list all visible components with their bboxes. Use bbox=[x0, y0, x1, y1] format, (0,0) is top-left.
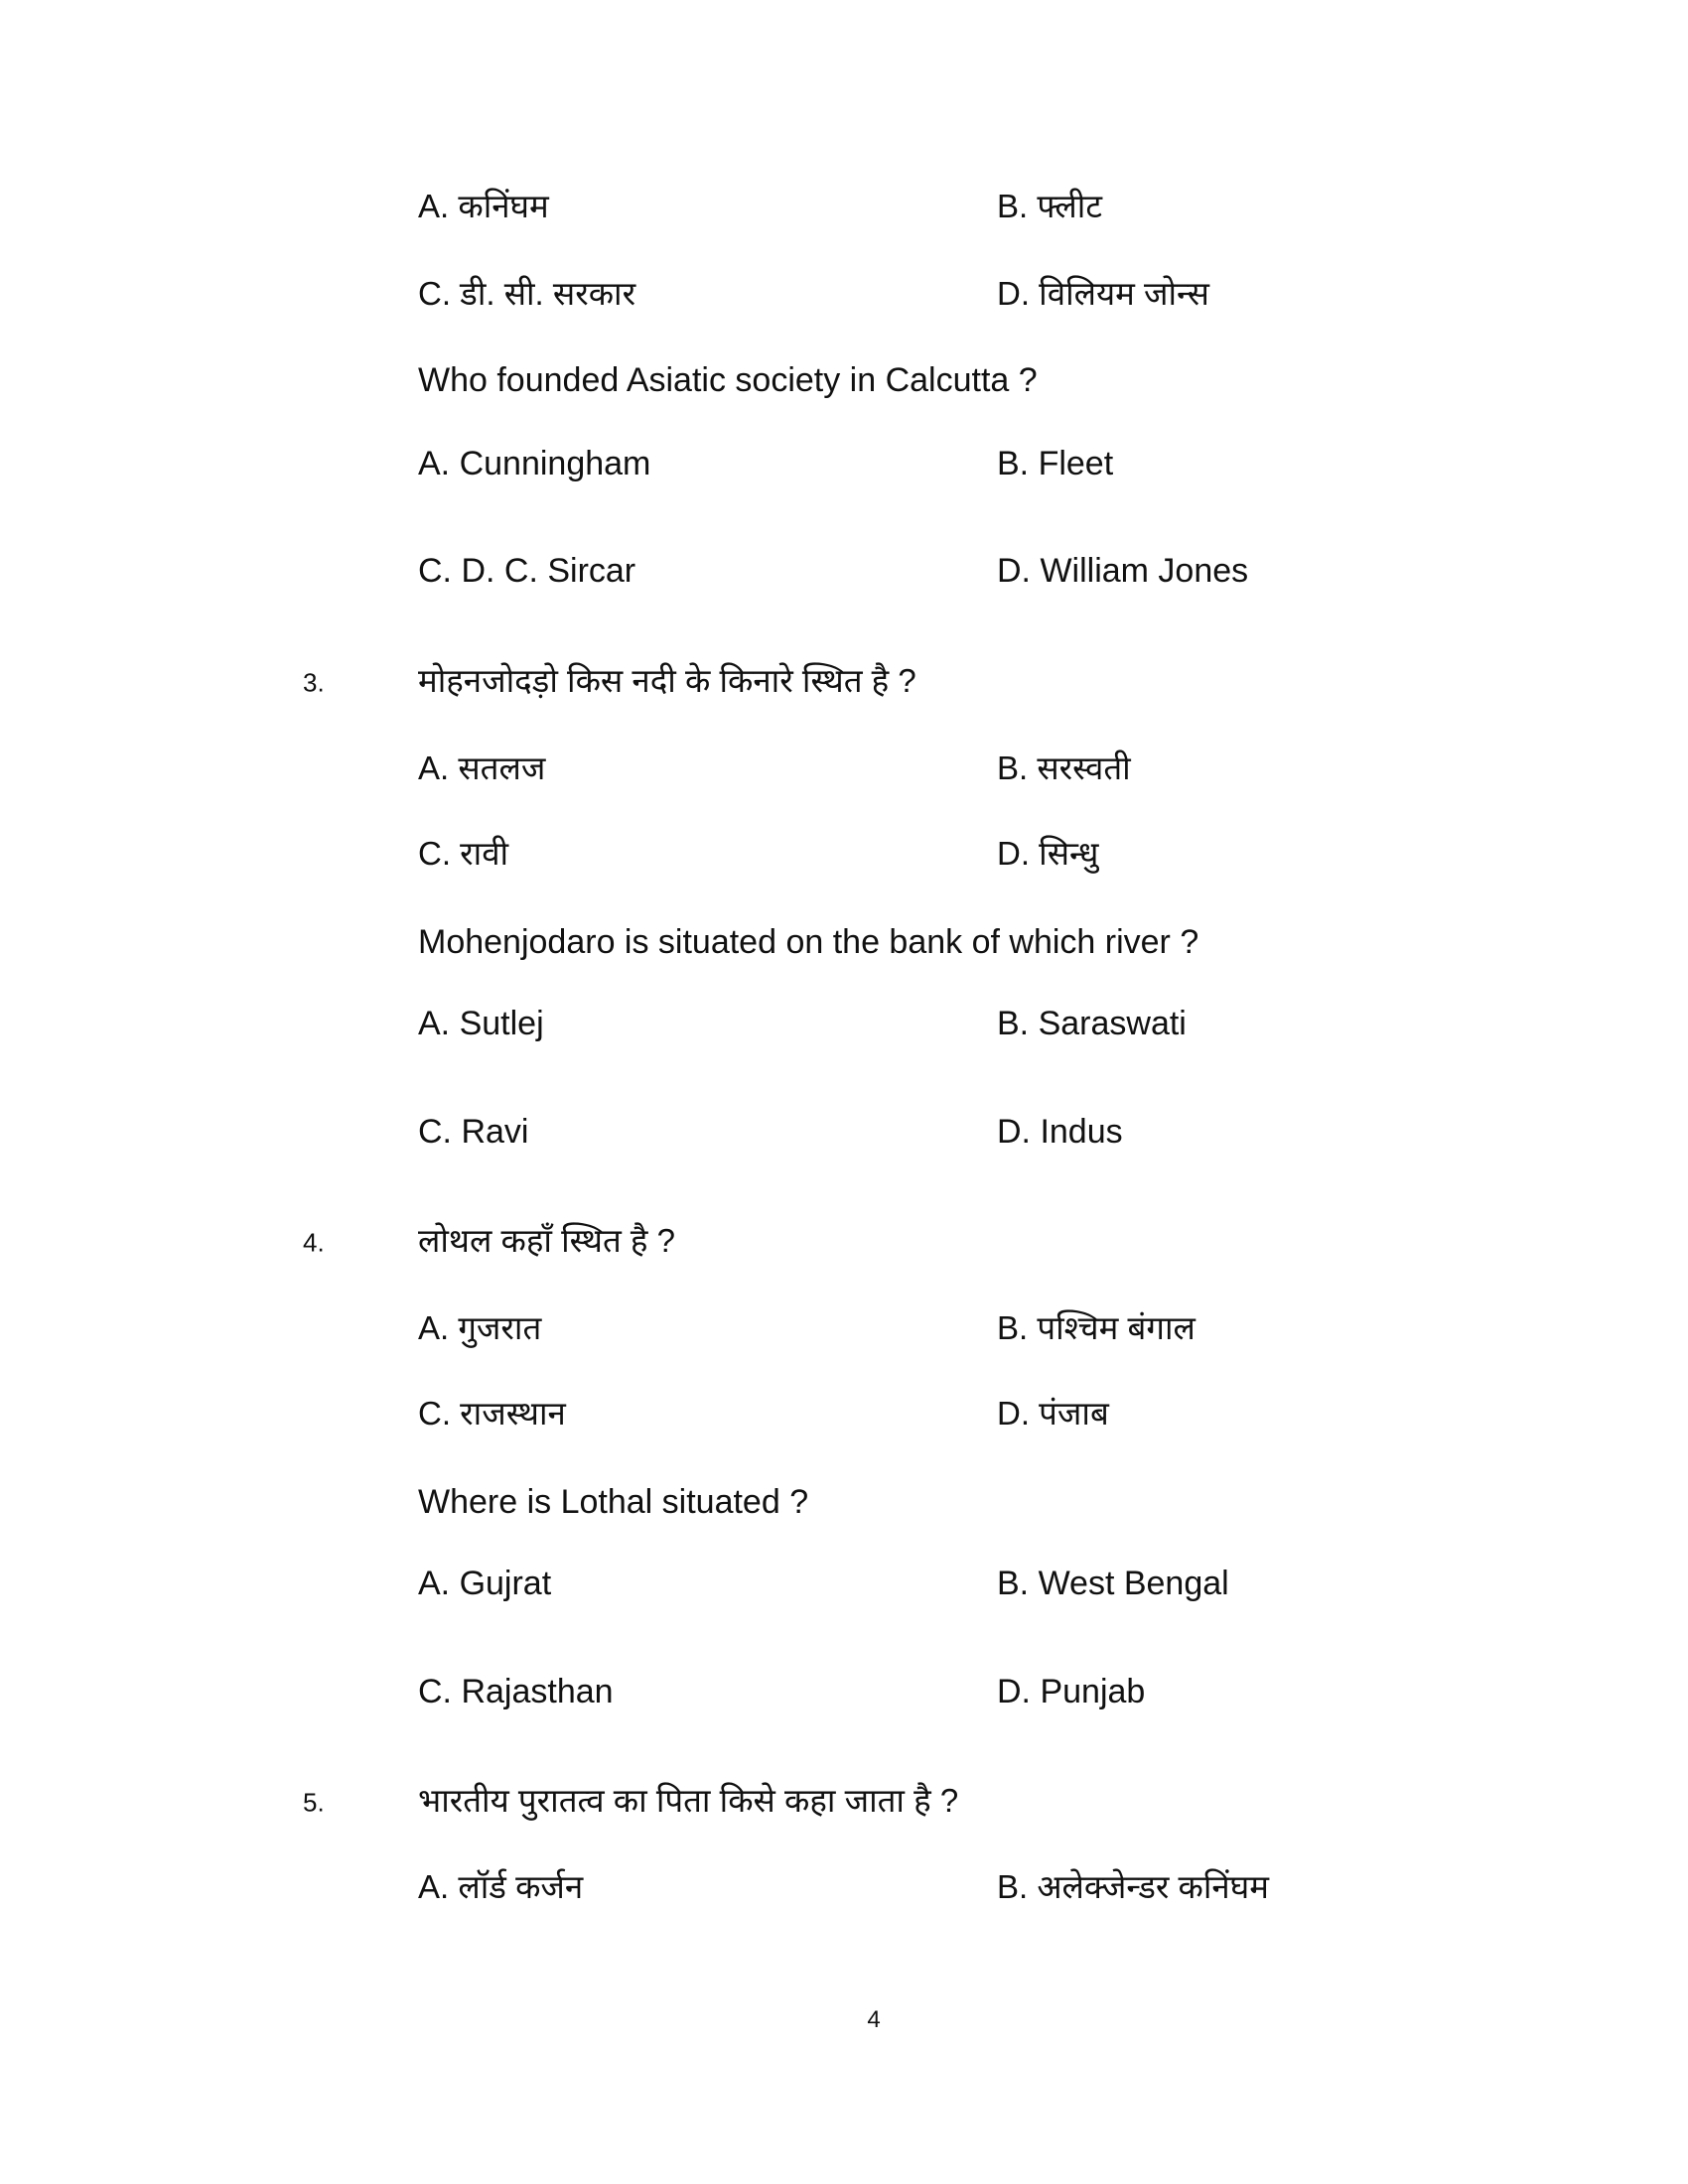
q3-english-option-d: D. Indus bbox=[997, 1113, 1123, 1151]
q4-hindi-option-c: C. राजस्थान bbox=[418, 1395, 566, 1432]
q4-english-option-b: B. West Bengal bbox=[997, 1565, 1229, 1602]
question-number-5: 5. bbox=[303, 1787, 325, 1818]
q2-english-option-c: C. D. C. Sircar bbox=[418, 552, 636, 590]
q2-english-question: Who founded Asiatic society in Calcutta ? bbox=[418, 361, 1038, 399]
q3-english-option-c: C. Ravi bbox=[418, 1113, 529, 1151]
q4-english-option-a: A. Gujrat bbox=[418, 1565, 552, 1602]
q3-hindi-option-d: D. सिन्धु bbox=[997, 835, 1099, 872]
q2-english-option-d: D. William Jones bbox=[997, 552, 1249, 590]
q4-hindi-option-d: D. पंजाब bbox=[997, 1395, 1109, 1432]
q2-hindi-option-c: C. डी. सी. सरकार bbox=[418, 275, 636, 312]
q3-hindi-option-c: C. रावी bbox=[418, 835, 509, 872]
q4-hindi-question: लोथल कहाँ स्थित है ? bbox=[418, 1222, 675, 1259]
q3-english-question: Mohenjodaro is situated on the bank of which river ? bbox=[418, 923, 1199, 961]
q3-english-option-b: B. Saraswati bbox=[997, 1005, 1187, 1042]
q3-english-option-a: A. Sutlej bbox=[418, 1005, 544, 1042]
q2-hindi-option-d: D. विलियम जोन्स bbox=[997, 275, 1209, 312]
q4-hindi-option-a: A. गुजरात bbox=[418, 1309, 542, 1346]
q3-hindi-question: मोहनजोदड़ो किस नदी के किनारे स्थित है ? bbox=[418, 662, 916, 699]
q2-english-option-b: B. Fleet bbox=[997, 445, 1114, 482]
q2-english-option-a: A. Cunningham bbox=[418, 445, 651, 482]
q3-hindi-option-b: B. सरस्वती bbox=[997, 750, 1131, 786]
q3-hindi-option-a: A. सतलज bbox=[418, 750, 546, 786]
q4-english-option-d: D. Punjab bbox=[997, 1673, 1146, 1710]
q4-english-option-c: C. Rajasthan bbox=[418, 1673, 614, 1710]
q5-hindi-option-a: A. लॉर्ड कर्जन bbox=[418, 1868, 584, 1905]
page-number: 4 bbox=[867, 2006, 881, 2033]
q2-hindi-option-b: B. फ्लीट bbox=[997, 188, 1102, 224]
q4-hindi-option-b: B. पश्चिम बंगाल bbox=[997, 1309, 1196, 1346]
q5-hindi-question: भारतीय पुरातत्व का पिता किसे कहा जाता है ? bbox=[418, 1782, 959, 1819]
q4-english-question: Where is Lothal situated ? bbox=[418, 1483, 809, 1521]
question-number-4: 4. bbox=[303, 1227, 325, 1258]
question-number-3: 3. bbox=[303, 667, 325, 698]
q5-hindi-option-b: B. अलेक्जेन्डर कनिंघम bbox=[997, 1868, 1269, 1905]
q2-hindi-option-a: A. कनिंघम bbox=[418, 188, 549, 224]
